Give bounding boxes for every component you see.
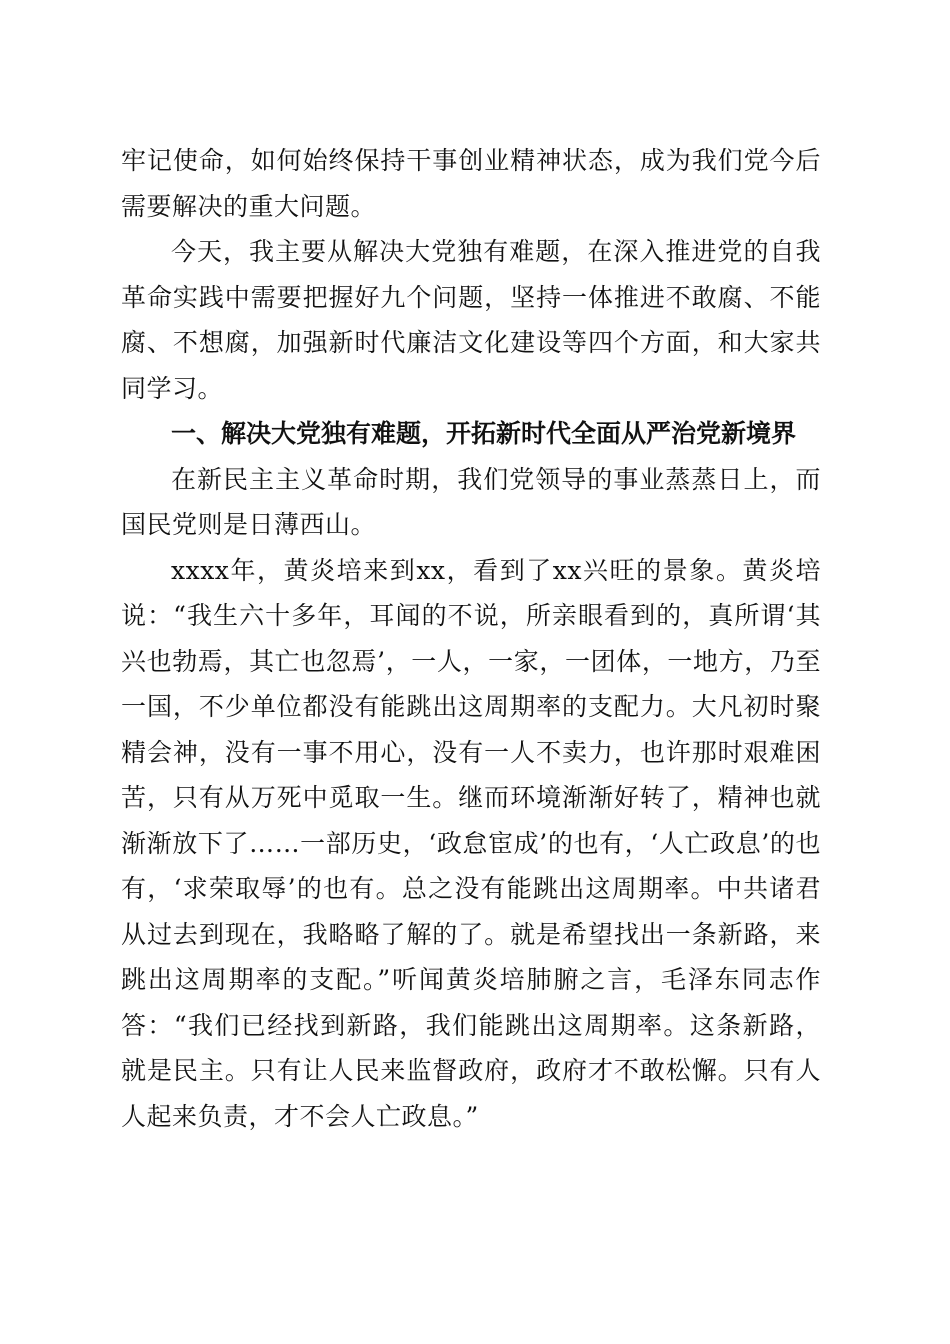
paragraph-new-democratic-period: 在新民主主义革命时期，我们党领导的事业蒸蒸日上，而国民党则是日薄西山。 [121, 464, 821, 539]
section-heading-1: 一、解决大党独有难题，开拓新时代全面从严治党新境界 [171, 419, 797, 448]
paragraph-huang-yanpei-dialogue: xxxx年，黄炎培来到xx，看到了xx兴旺的景象。黄炎培说：“我生六十多年，耳闻的不说，所亲眼看到的，真所谓‘其兴也勃焉，其亡也忽焉’，一人，一家，一团体，一地方，乃至一国，不少单位都没有能跳出这周期率的支配力。大凡初时聚精会神，没有一事不用心，没有一人不卖力，也许那时艰难困苦，只有从万死中觅取一生。继而环境渐渐好转了，精神也就渐渐放下了……一部历史，‘政怠宦成’的也有，‘人亡政息’的也有，‘求荣取辱’的也有。总之没有能跳出这周期率。中共诸君从过去到现在，我略略了解的了。就是希望找出一条新路，来跳出这周期率的支配。”听闻黄炎培肺腑之言，毛泽东同志作答：“我们已经找到新路，我们能跳出这周期率。这条新路，就是民主。只有让人民来监督政府，政府才不敢松懈。只有人人起来负责，才不会人亡政息。” [121, 555, 821, 1131]
document-body [121, 138, 821, 1139]
paragraph-overview: 今天，我主要从解决大党独有难题，在深入推进党的自我革命实践中需要把握好九个问题，坚持一体推进不敢腐、不能腐、不想腐，加强新时代廉洁文化建设等四个方面，和大家共同学习。 [121, 237, 821, 403]
paragraph-intro-continuation: 牢记使命，如何始终保持干事创业精神状态，成为我们党今后需要解决的重大问题。 [121, 146, 821, 221]
